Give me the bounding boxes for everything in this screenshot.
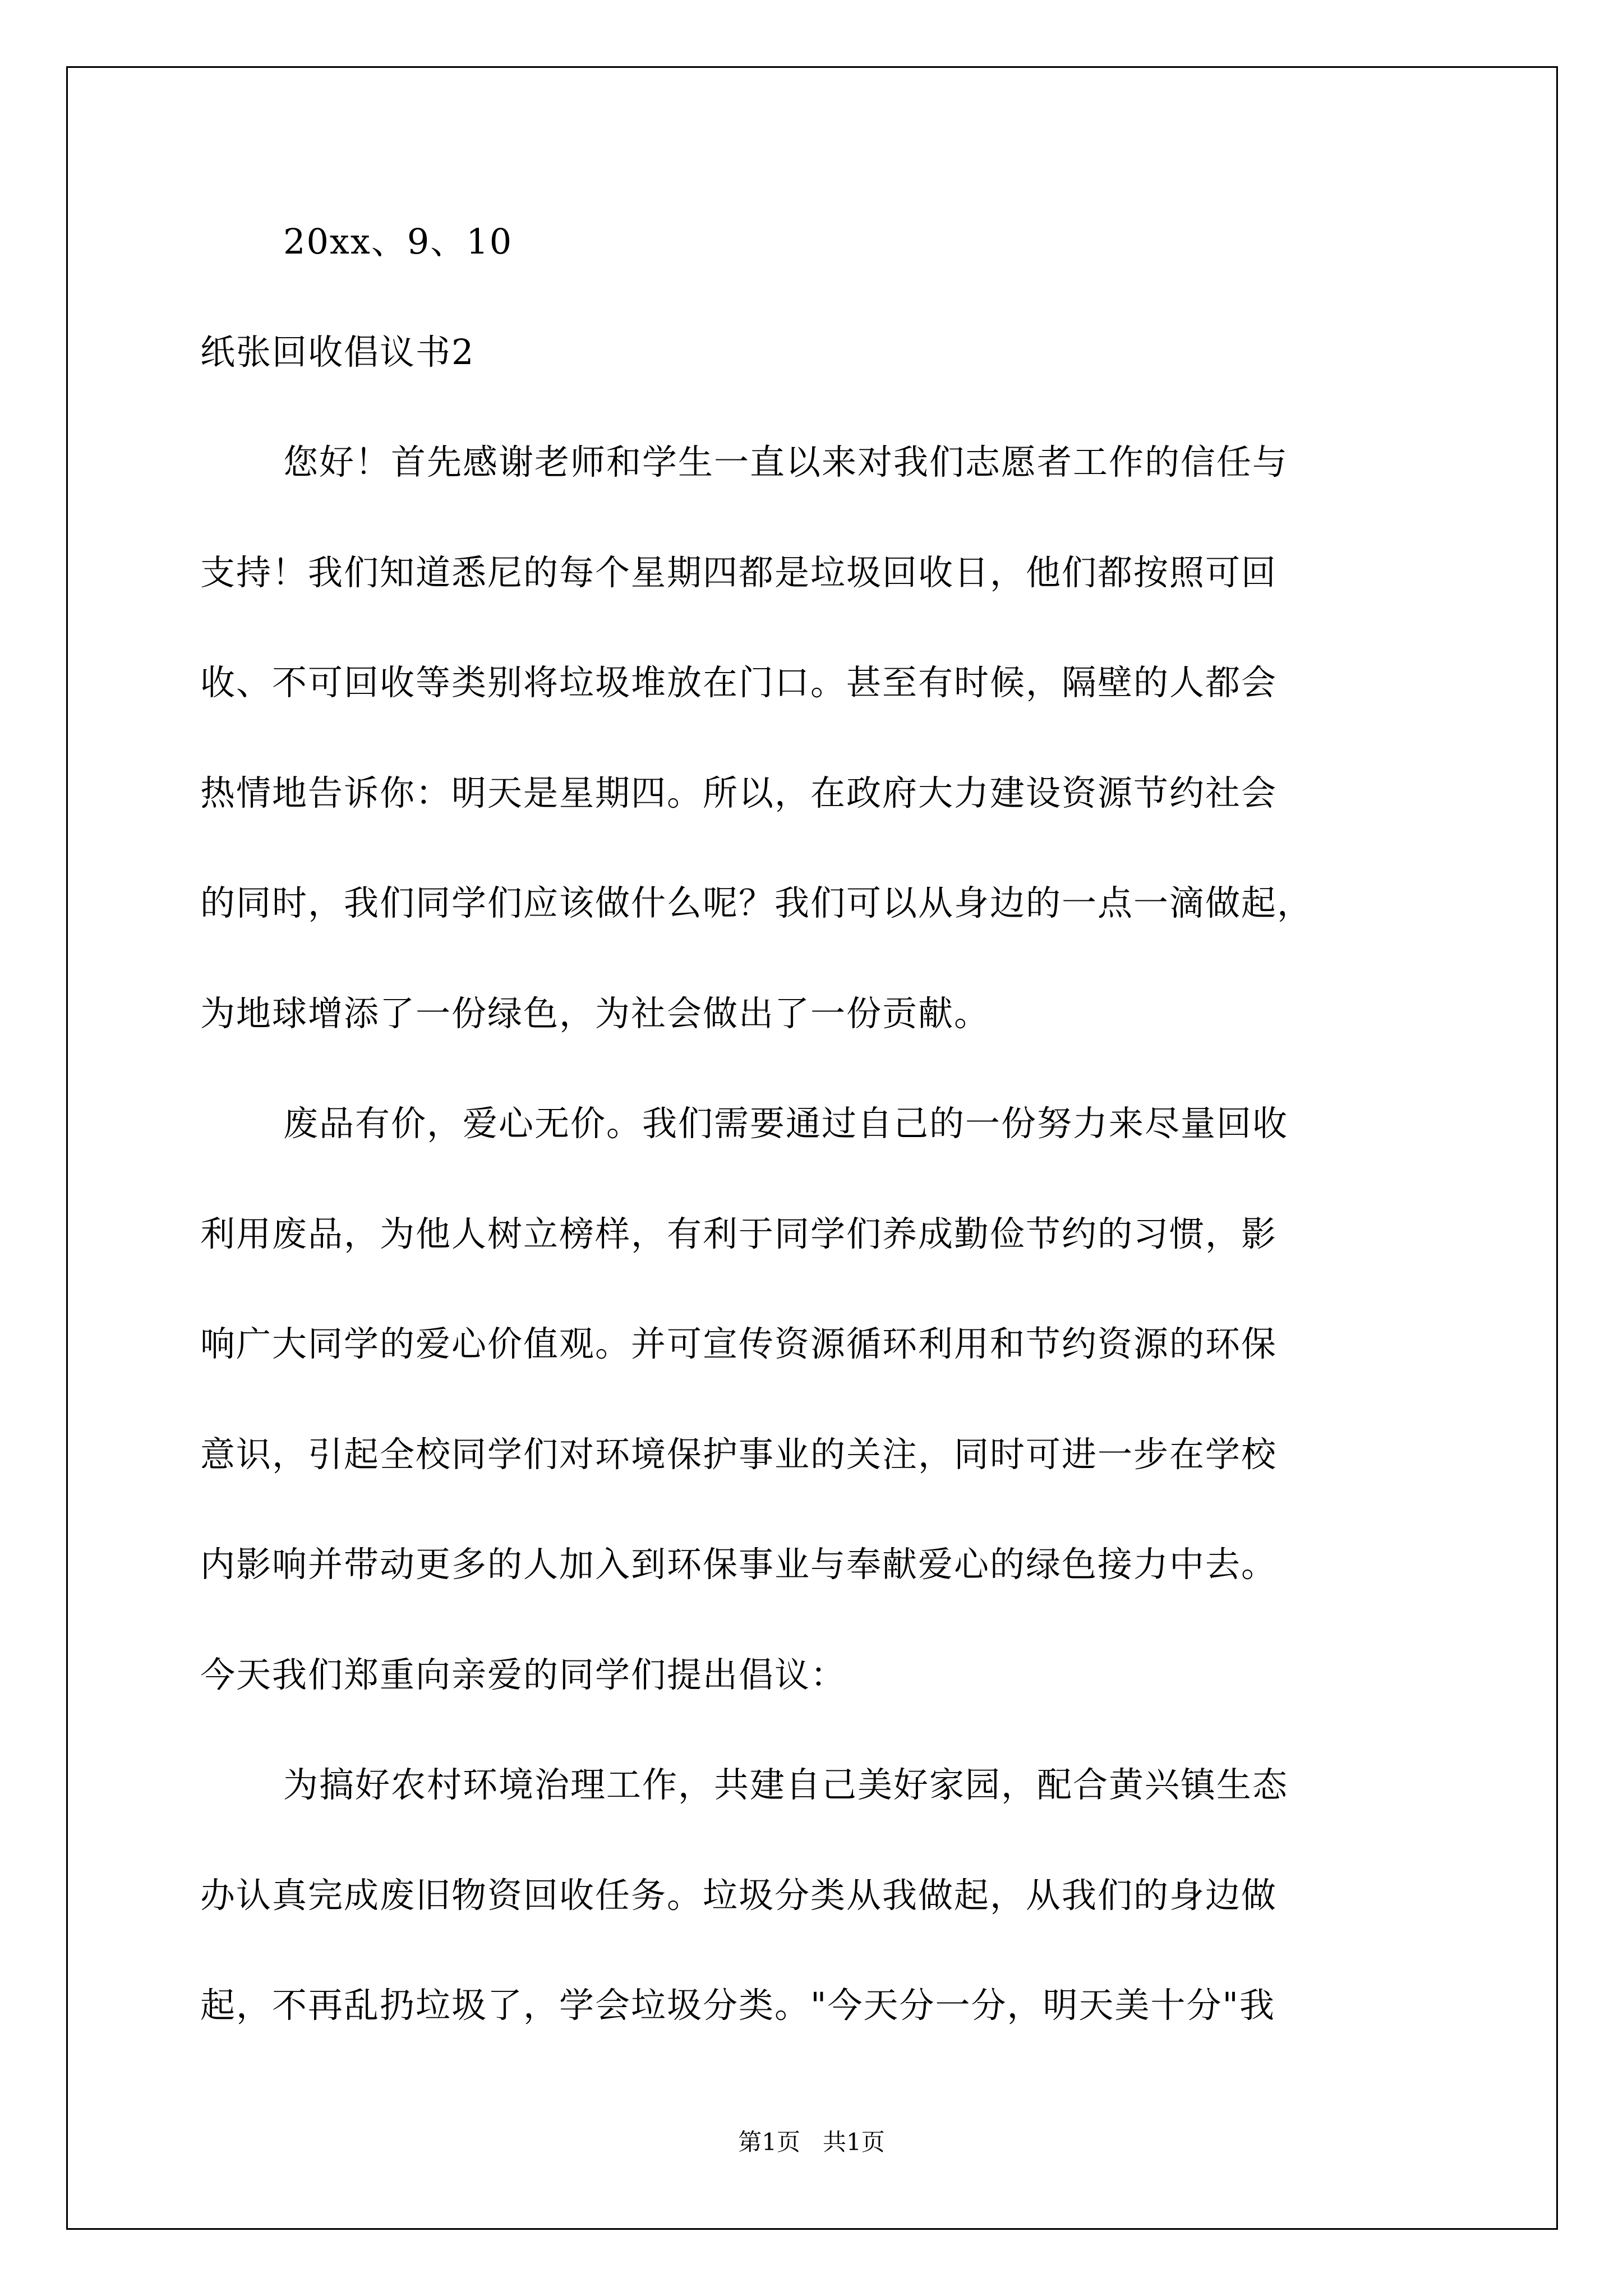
page-total: 共1页 <box>823 2128 885 2156</box>
paragraph-line: 支持！我们知道悉尼的每个星期四都是垃圾回收日，他们都按照可回 <box>200 552 1278 593</box>
paragraph-line: 今天我们郑重向亲爱的同学们提出倡议： <box>200 1654 847 1695</box>
paragraph-line: 响广大同学的爱心价值观。并可宣传资源循环利用和节约资源的环保 <box>200 1323 1278 1364</box>
paragraph-line: 您好！首先感谢老师和学生一直以来对我们志愿者工作的信任与 <box>283 441 1289 482</box>
paragraph-line: 的同时，我们同学们应该做什么呢？我们可以从身边的一点一滴做起， <box>200 882 1313 923</box>
paragraph-line: 废品有价，爱心无价。我们需要通过自己的一份努力来尽量回收 <box>283 1103 1289 1144</box>
paragraph-line: 为搞好农村环境治理工作，共建自己美好家园，配合黄兴镇生态 <box>283 1764 1289 1805</box>
paragraph-line: 收、不可回收等类别将垃圾堆放在门口。甚至有时候，隔壁的人都会 <box>200 662 1278 703</box>
paragraph-line: 为地球增添了一份绿色，为社会做出了一份贡献。 <box>200 993 990 1034</box>
document-title: 纸张回收倡议书2 <box>200 332 475 372</box>
page-number: 第1页 <box>738 2128 800 2156</box>
paragraph-line: 办认真完成废旧物资回收任务。垃圾分类从我做起，从我们的身边做 <box>200 1875 1278 1916</box>
paragraph-line: 起，不再乱扔垃圾了，学会垃圾分类。"今天分一分，明天美十分"我 <box>200 1985 1276 2026</box>
paragraph-line: 热情地告诉你：明天是星期四。所以，在政府大力建设资源节约社会 <box>200 772 1278 813</box>
date-line: 20xx、9、10 <box>283 221 513 262</box>
paragraph-line: 利用废品，为他人树立榜样，有利于同学们养成勤俭节约的习惯，影 <box>200 1213 1278 1254</box>
paragraph-line: 意识，引起全校同学们对环境保护事业的关注，同时可进一步在学校 <box>200 1434 1278 1475</box>
paragraph-line: 内影响并带动更多的人加入到环保事业与奉献爱心的绿色接力中去。 <box>200 1544 1278 1585</box>
page-footer <box>0 2128 1623 2156</box>
